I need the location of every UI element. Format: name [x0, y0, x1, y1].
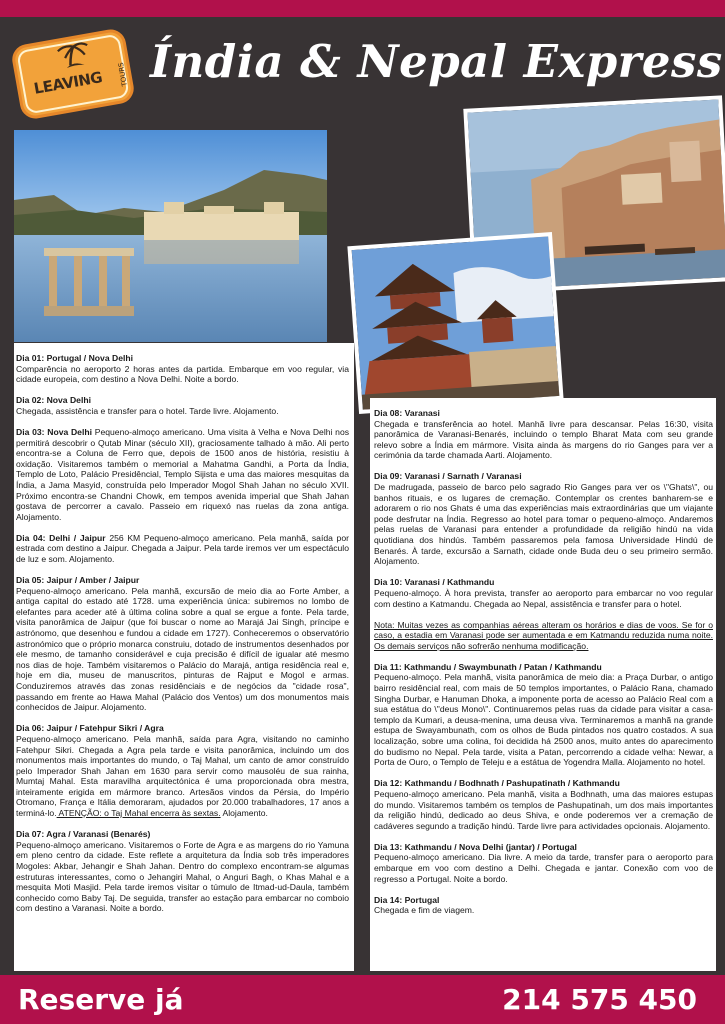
itinerary-day-09 — [374, 471, 713, 566]
day-heading: Dia 02: Nova Delhi — [16, 395, 91, 406]
day-description: 256 KM Pequeno-almoço americano. Pela manhã, saída por estrada com destino a Jaipur. Chegada a Jaipur. Pela tarde iremos ver um espectáculo de luz e som. Alojamento. — [16, 532, 349, 564]
day-tail: Alojamento. — [222, 808, 268, 819]
day-heading: Dia 13: Kathmandu / Nova Delhi (jantar) / Portugal — [374, 841, 577, 852]
itinerary-day-07 — [16, 829, 349, 914]
itinerary-day-12 — [374, 778, 713, 831]
day-description: Pequeno-almoço americano. Pela manhã, visita a Bodhnath, uma das maiores estupas do mundo. Visitaremos também os templos de Pashupatinah, um dos mais importantes da religião hindú, dedicado ao deus Shiva, e onde poderemos ver a cremação de cadáveres segundo a tradição hindú. Tarde livre para actividades opcionais. Alojamento. — [374, 788, 713, 831]
note-text: Nota: Muitas vezes as companhias aéreas alteram os horários e dias de voos. Se for o caso, a estadia em Varanasi pode ser aumentada e em Katmandu reduzida numa noite. Os demais serviços não sofrerão nenhuma modificação. — [374, 619, 713, 651]
day-description: Pequeno-almoço americano. Uma visita à Velha e Nova Delhi nos permitirá descobrir o Qutab Minar (século XII), graciosamente talhado à mão. Ali perto encontra-se a Coluna de Ferro que, depois de 1500 anos de história, resistiu à oxidação. Visitaremos também o memorial a Mahatma Gandhi, a Porta da Índia, Templo de Loto, Palácio Presidêncial, Templo Sijista e uma das maiores mesquitas da Índia, a Jama Masyid, construída pelo Imperador Mogol Shah Jahan no século XVII. Próximo encontra-se Chandni Chowk, em tempos avenida imperial que Shah Jahan gostava de percorrer a cavalo. Passeio em riquexó nas ruelas da zona antiga. Alojamento. — [16, 426, 350, 522]
jal-mahal-photo — [14, 130, 327, 342]
phone-number[interactable]: 214 575 450 — [502, 983, 697, 1016]
day-description: Comparência no aeroporto 2 horas antes da partida. Embarque em voo regular, via cidade europeia, com destino a Nova Delhi. Noite a bordo. — [16, 363, 349, 385]
day-description: Pequeno-almoço americano. Visitaremos o Forte de Agra e as margens do rio Yamuna em pleno centro da cidade. Este reflete a arquitetura da Índia sob três imperadores Mogoles: Akbar, Jehangir e Shah Jahan. Dentro do complexo encontram-se algumas estruturas interessantes, como o Jehangiri Mahal, o Anguri Bagh, o Khas Mahal e a mesquita Moti Masjid. Pela tarde iremos visitar o túmulo de Itmad-ud-Daula, também conhecido como Baby Taj. De seguida, transfer ao estação para embarcar no comboio com destino a Varanasi. Noite a bordo. — [16, 839, 349, 914]
taj-mahal-warning: ATENÇÃO: o Taj Mahal encerra às sextas. — [56, 808, 221, 819]
day-heading: Dia 05: Jaipur / Amber / Jaipur — [16, 575, 140, 586]
itinerary-day-05 — [16, 575, 349, 713]
itinerary-day-10 — [374, 577, 713, 609]
top-accent-bar — [0, 0, 725, 17]
itinerary-day-04 — [16, 533, 349, 565]
day-heading: Dia 09: Varanasi / Sarnath / Varanasi — [374, 471, 522, 482]
day-description: Chegada e fim de viagem. — [374, 905, 475, 916]
itinerary-left-column — [14, 343, 354, 971]
flight-change-note — [374, 620, 713, 652]
itinerary-day-01 — [16, 353, 349, 385]
itinerary-day-08 — [374, 408, 713, 461]
day-description: De madrugada, passeio de barco pelo sagrado Rio Ganges para ver os \"Ghats\", ou banhos rituais, e os lugares de cremação. Contemplar os crentes banharem-se e adorarem o rio nos Ghats é uma das experiências mais extraordinárias que um viajante pode desfrutar na Índia. Regresso ao hotel para tomar o pequeno-almoço. Andaremos pelas ruelas de Varanasi para entender a profundidade da religião hindú na vida quotidiana dos hindús. Também passaremos pela famosa Universidade Hindú de Benarés. À tarde, excursão a Sarnath, cidade onde Buda deu o seu primeiro sermão. Alojamento. — [374, 482, 713, 567]
day-heading: Dia 03: Nova Delhi — [16, 426, 92, 437]
day-heading: Dia 14: Portugal — [374, 894, 440, 905]
itinerary-day-13 — [374, 842, 713, 884]
itinerary-right-column — [370, 398, 716, 971]
reserve-call-to-action: Reserve já — [18, 983, 184, 1016]
itinerary-day-11 — [374, 662, 713, 768]
day-heading: Dia 07: Agra / Varanasi (Benarés) — [16, 829, 151, 840]
day-description: Pequeno-almoço americano. Pela manhã, excursão de meio dia ao Forte Amber, a antiga capital do estado até 1728. uma experiência única: subiremos no lombo de elefantes para aceder até à última colina sobre a qual se ergue a fonte. Pela tarde, visita panorâmica de Jaipur (que foi buscar o nome ao Marajá Jai Singh, príncipe e astrónomo, que desenhou e fundou a cidade em 1727). Conheceremos o observatório astronómico que o próprio monarca construiu, dotado de instrumentos desenhados por ele mesmo, de tamanho considerável e cuja precisão é difícil de igualar até mesmo nos dias de hoje. Também visitaremos o Palácio do Marajá, antiga residência real e, hoje em dia, museu de manuscritos, pinturas de Rajput e Mogol e armas. Conduziremos através das zonas residênciais e de negócios da "cidade rosa", passando em frente ao Hawa Mahal (Palácio dos Ventos) um dos monumentos mais conhecidos de Jaipur. Alojamento. — [16, 585, 349, 713]
day-heading: Dia 06: Jaipur / Fatehpur Sikri / Agra — [16, 723, 164, 734]
day-description: Pequeno-almoço americano. Dia livre. A meio da tarde, transfer para o aeroporto para embarque em voo com destino a Delhi. Chegada e jantar. Conexão com voo de regresso a Portugal. Noite a bordo. — [374, 852, 713, 884]
day-heading: Dia 04: Delhi / Jaipur — [16, 532, 106, 543]
day-heading: Dia 08: Varanasi — [374, 408, 440, 418]
itinerary-day-06 — [16, 723, 349, 818]
kathmandu-pagoda-photo — [347, 232, 563, 414]
itinerary-day-02 — [16, 395, 349, 416]
day-description: Chegada, assistência e transfer para o hotel. Tarde livre. Alojamento. — [16, 405, 279, 416]
day-heading: Dia 12: Kathmandu / Bodhnath / Pashupatinath / Kathmandu — [374, 778, 620, 789]
day-heading: Dia 11: Kathmandu / Swaymbunath / Patan / Kathmandu — [374, 661, 602, 672]
itinerary-day-03 — [16, 427, 349, 522]
day-description: Pequeno-almoço. Pela manhã, visita panorâmica de meio dia: a Praça Durbar, o antigo bairro residêncial real, com mais de 50 templos importantes, o Palácio Rana, chamado Singha Durbar, e Hanuman Dhoka, a imponente porta de acesso ao Palácio Real com a sua estátua do \"deus Mono\". Continuaremos pelas ruas da cidade para visitar a casa-templo da Kumari, a deusa-menina, uma deusa viva. Terminaremos a manhã na grande estupa de Swayambunath, com os olhos de Buda pintados nos quatro costados. A sua localização, sobre uma colina, foi decidida há 2500 anos, muito antes do aparecimento do budismo no Nepal. Pela tarde, visita a Patan, percorrendo a cidade velha: Newar, a Porta de Ouro, o Templo de Teleju e a estátua de Yogendra Malla. Alojamento no hotel. — [374, 672, 713, 768]
itinerary-day-14 — [374, 895, 713, 916]
day-description: Chegada e transferência ao hotel. Manhã livre para descansar. Pelas 16:30, visita panorâmica de Varanasi-Benarés, incluindo o templo Bharat Mata com seu grande relevo sobre a Índia em mármore. Visita ainda às margens do rio Ganges para ver a cerimónia da tarde chamada Aarti. Alojamento. — [374, 418, 713, 461]
day-heading: Dia 10: Varanasi / Kathmandu — [374, 577, 495, 588]
day-heading: Dia 01: Portugal / Nova Delhi — [16, 353, 133, 363]
day-description: Pequeno-almoço. À hora prevista, transfer ao aeroporto para embarcar no voo regular com destino a Katmandu. Chegada ao Nepal, assistência e transfer para o hotel. — [374, 587, 713, 609]
page-title: Índia & Nepal Express — [150, 35, 723, 88]
logo-sub-text: TOURS — [116, 61, 129, 87]
logo-main-text: LEAVING — [32, 68, 104, 98]
day-description: Pequeno-almoço americano. Pela manhã, saída para Agra, visitando no caminho Fatehpur Sikri. Chegada a Agra pela tarde e visita panorâmica, incluindo um dos monumentos mais importantes do mundo, o Taj Mahal, um canto de amor construído pelo Imperador Shah Jahan em 1630 para servir como mausoléu de sua rainha, Mumtaj Mahal. Esta maravilha arquitectónica é uma proporcionada obra mestra, inteiramente erigida em mármore branco. Artesãos vindos da Pérsia, do Império Otromano, França e Itália demoraram, ajudados por 20.000 trabalhadores, 17 anos a terminá-lo. — [16, 733, 349, 819]
